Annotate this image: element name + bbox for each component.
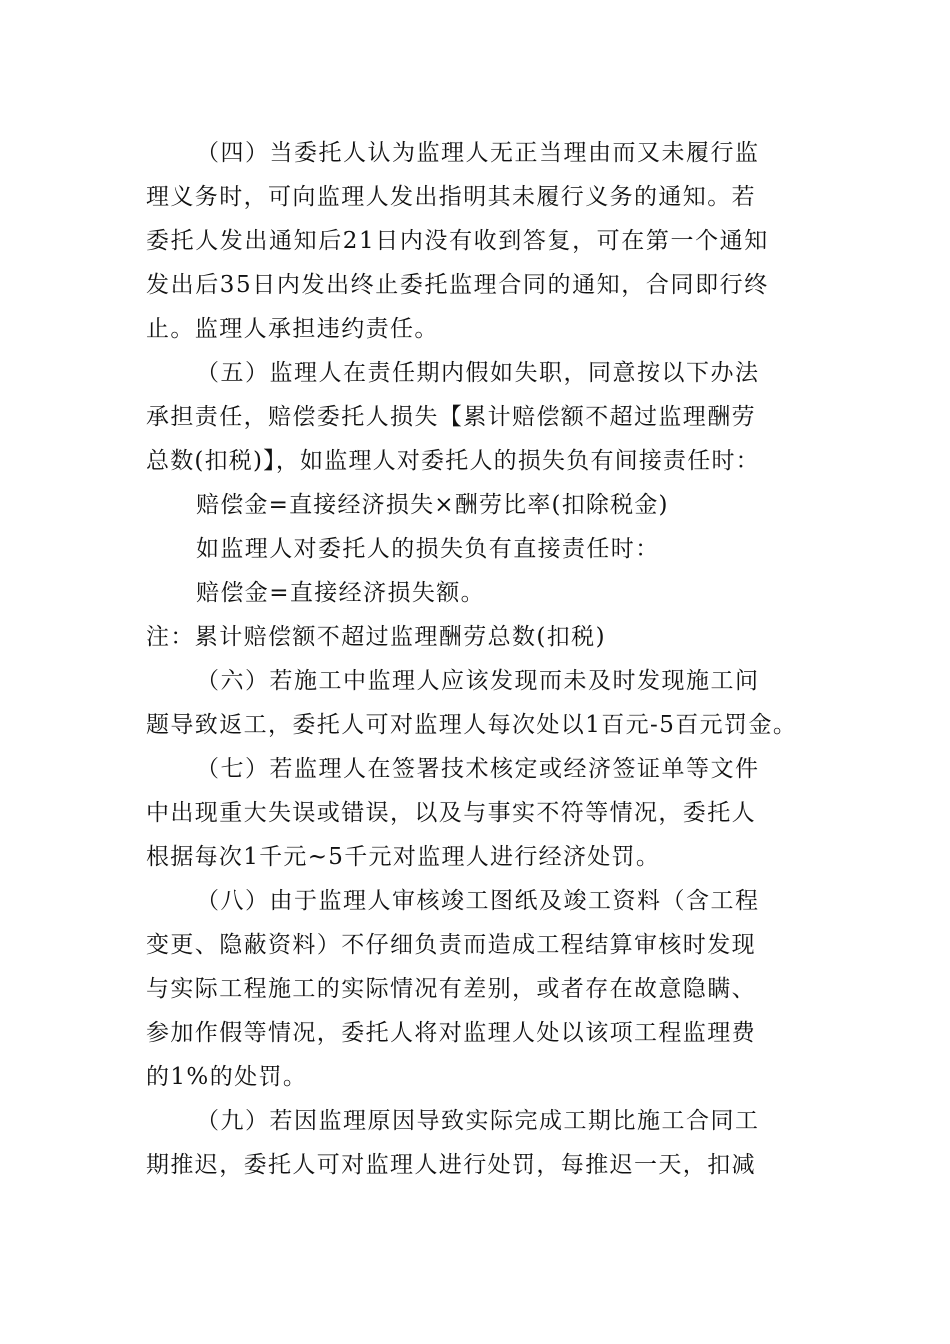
text-line: 中出现重大失误或错误，以及与事实不符等情况，委托人 [146, 800, 756, 826]
text-line: 总数(扣税)】，如监理人对委托人的损失负有间接责任时： [146, 448, 760, 474]
text-line: （八）由于监理人审核竣工图纸及竣工资料（含工程 [196, 888, 760, 914]
text-line: 变更、隐蔽资料）不仔细负责而造成工程结算审核时发现 [146, 932, 756, 958]
text-line: 赔偿金=直接经济损失额。 [196, 580, 486, 606]
text-line: 注：累计赔偿额不超过监理酬劳总数(扣税) [146, 624, 606, 650]
text-line: （五）监理人在责任期内假如失职，同意按以下办法 [196, 360, 760, 386]
text-line: （九）若因监理原因导致实际完成工期比施工合同工 [196, 1108, 760, 1134]
text-line: 与实际工程施工的实际情况有差别，或者存在故意隐瞒、 [146, 976, 756, 1002]
text-line: 赔偿金=直接经济损失×酬劳比率(扣除税金) [196, 492, 669, 518]
text-line: 止。监理人承担违约责任。 [146, 316, 439, 342]
text-line: 委托人发出通知后21日内没有收到答复，可在第一个通知 [146, 228, 769, 254]
text-line: （六）若施工中监理人应该发现而未及时发现施工问 [196, 668, 760, 694]
text-line: 发出后35日内发出终止委托监理合同的通知，合同即行终 [146, 272, 769, 298]
text-line: （四）当委托人认为监理人无正当理由而又未履行监 [196, 140, 760, 166]
text-line: 参加作假等情况，委托人将对监理人处以该项工程监理费 [146, 1020, 756, 1046]
text-line: 题导致返工，委托人可对监理人每次处以1百元-5百元罚金。 [146, 712, 798, 738]
text-line: （七）若监理人在签署技术核定或经济签证单等文件 [196, 756, 760, 782]
text-line: 如监理人对委托人的损失负有直接责任时： [196, 536, 660, 562]
text-line: 的1%的处罚。 [146, 1064, 308, 1090]
text-line: 期推迟，委托人可对监理人进行处罚，每推迟一天，扣减 [146, 1152, 756, 1178]
text-line: 根据每次1千元~5千元对监理人进行经济处罚。 [146, 844, 661, 870]
text-line: 理义务时，可向监理人发出指明其未履行义务的通知。若 [146, 184, 756, 210]
text-line: 承担责任，赔偿委托人损失【累计赔偿额不超过监理酬劳 [146, 404, 756, 430]
